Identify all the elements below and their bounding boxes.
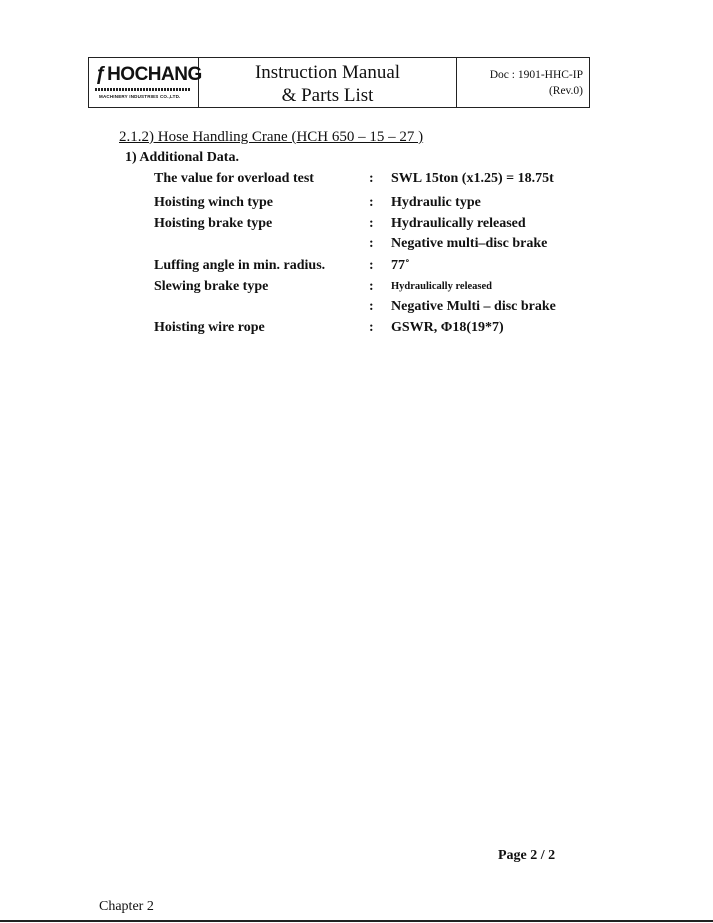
spec-label: Hoisting winch type bbox=[154, 195, 274, 210]
document-title bbox=[199, 58, 457, 107]
spec-colon: : bbox=[369, 320, 374, 335]
spec-value: SWL 15ton (x1.25) = 18.75t bbox=[391, 171, 554, 186]
spec-colon: : bbox=[369, 236, 374, 251]
spec-label: Luffing angle in min. radius. bbox=[154, 258, 326, 273]
spec-label: Slewing brake type bbox=[154, 279, 269, 294]
spec-colon: : bbox=[369, 216, 374, 231]
section-subtitle: 1) Additional Data. bbox=[125, 150, 239, 165]
doc-info bbox=[457, 58, 589, 107]
spec-colon: : bbox=[369, 195, 374, 210]
title-line-2: & Parts List bbox=[281, 85, 374, 106]
spec-value: Hydraulically released bbox=[391, 281, 493, 292]
company-logo bbox=[89, 58, 202, 107]
spec-value: Hydraulic type bbox=[391, 195, 481, 210]
spec-label: The value for overload test bbox=[154, 171, 314, 186]
spec-value: 77˚ bbox=[391, 258, 410, 273]
logo-mark-icon: ƒ bbox=[95, 64, 106, 85]
spec-label: Hoisting wire rope bbox=[154, 320, 265, 335]
document-header bbox=[88, 57, 590, 108]
spec-colon: : bbox=[369, 171, 374, 186]
doc-revision: (Rev.0) bbox=[548, 85, 583, 97]
spec-colon: : bbox=[369, 279, 374, 294]
spec-value: Negative multi–disc brake bbox=[391, 236, 548, 251]
spec-value: Hydraulically released bbox=[391, 216, 526, 231]
page-number: Page 2 / 2 bbox=[498, 848, 556, 863]
spec-colon: : bbox=[369, 299, 374, 314]
bottom-rule bbox=[0, 920, 713, 922]
chapter-label: Chapter 2 bbox=[99, 899, 154, 914]
logo-subtitle: MACHINERY INDUSTRIES CO.,LTD. bbox=[99, 94, 181, 99]
spec-colon: : bbox=[369, 258, 374, 273]
logo-stripe bbox=[95, 88, 191, 91]
title-line-1: Instruction Manual bbox=[254, 62, 401, 83]
section-title: 2.1.2) Hose Handling Crane (HCH 650 – 15 – 27 ) bbox=[119, 129, 424, 145]
logo-name: HOCHANG bbox=[107, 64, 202, 85]
spec-value: Negative Multi – disc brake bbox=[391, 299, 556, 314]
spec-label: Hoisting brake type bbox=[154, 216, 273, 231]
doc-number: Doc : 1901-HHC-IP bbox=[489, 69, 583, 81]
spec-value: GSWR, Φ18(19*7) bbox=[391, 320, 504, 335]
